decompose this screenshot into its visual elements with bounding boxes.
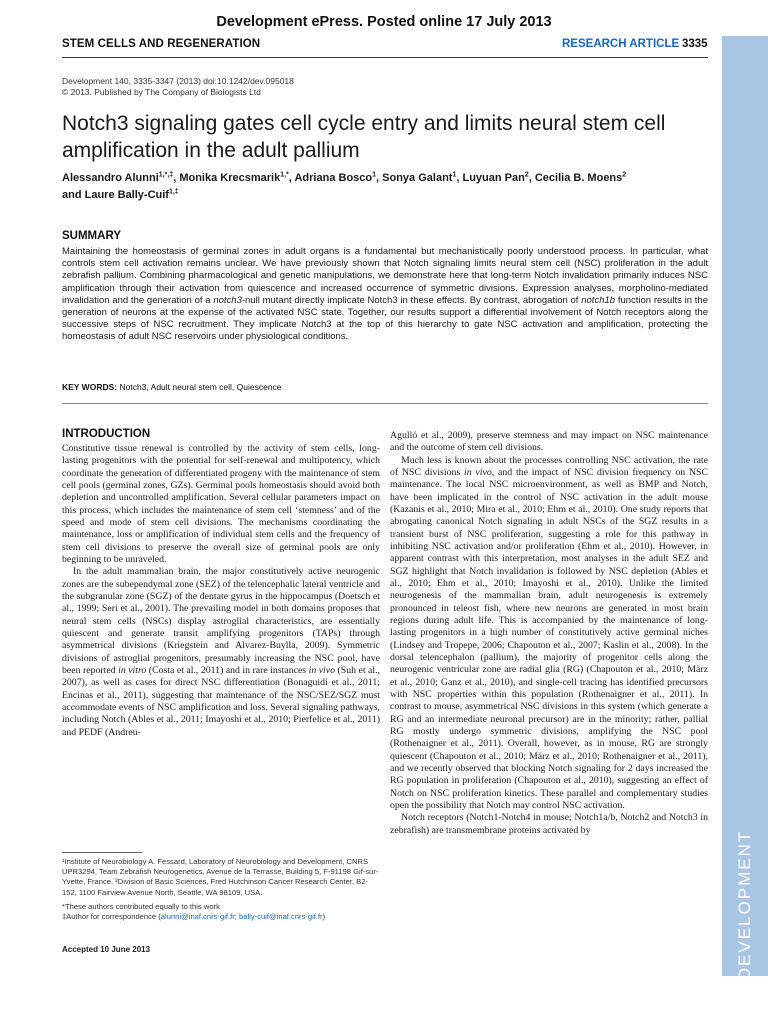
- author-affiliation: 1,*: [280, 171, 289, 179]
- footnotes: [62, 857, 380, 922]
- summary-span: Maintaining the homeostasis of germinal zones in adult organs is a fundamental but mechanistically poorly understood process. In particular, what controls stem cell activation remains unclear. We have previously shown that Notch signaling limits neural stem cell (NSC) proliferation in the adult zebrafish pallium. Combining pharmacological and genetic manipulations, we demonstrate here that long-term Notch invalidation primarily induces NSC amplification through their activation from quiescence and increased occurrence of symmetric divisions. Expression analyses, morpholino-mediated invalidation and the generation of a: [62, 246, 708, 306]
- copyright-line: © 2013. Published by The Company of Biologists Ltd: [62, 87, 261, 97]
- citation-block: [62, 76, 702, 98]
- author-affiliation: 1,‡: [168, 188, 179, 196]
- author-separator: ,: [528, 172, 535, 184]
- paragraph: [62, 566, 380, 739]
- body-column-right: [390, 430, 708, 837]
- article-title: Notch3 signaling gates cell cycle entry and limits neural stem cell amplification in the adult pallium: [62, 112, 666, 162]
- correspondence-label: ‡Author for correspondence (: [62, 912, 161, 922]
- keywords: [62, 382, 282, 392]
- author-affiliation: 1,*,‡: [158, 171, 174, 179]
- sidebar-label: DEVELOPMENT: [735, 829, 754, 981]
- body-column-left: [62, 443, 380, 739]
- author-name: Cecilia B. Moens: [534, 172, 623, 184]
- summary-heading: SUMMARY: [62, 230, 121, 242]
- accepted-date: Accepted 10 June 2013: [62, 945, 151, 954]
- italic-term: in vivo: [308, 664, 336, 676]
- affiliations-footnote: ¹Institute of Neurobiology A. Fessard, Laboratory of Neurobiology and Development, CNRS UPR3294, Team Zebrafish Neurogenetics, Avenue de la Terrasse, Building 5, F-91198 Gif-sur-Yvette, France. ²Division of Basic Sciences, Fred Hutchinson Cancer Research Center, B2-152, 1100 Fairview Avenue North, Seattle, WA 98109, USA.: [62, 857, 379, 897]
- author-separator: ,: [173, 172, 180, 184]
- italic-term: in vitro: [118, 664, 147, 676]
- paragraph: Agulló et al., 2009), preserve stemness and may impact on NSC maintenance and the outcome of stem cell divisions.: [390, 430, 708, 454]
- author-name: Monika Krecsmarik: [179, 172, 281, 184]
- paragraph: Notch receptors (Notch1-Notch4 in mouse; Notch1a/b, Notch2 and Notch3 in zebrafish) are transmembrane proteins activated by: [390, 812, 708, 836]
- text-span: In the adult mammalian brain, the major constitutively active neurogenic zones are the subependymal zone (SEZ) of the telencephalic lateral ventricle and the subgranular zone (SGZ) of the dentate gyrus in the hippocampus (Doetsch et al., 1999; Seri et al., 2001). The prevailing model in both domains proposes that neural stem cells (NSCs) display astroglial characteristics, are essentially quiescent and generate transit amplifying progenitors (TAPs) through asymmetrical divisions (Kriegstein and Alvarez-Buylla, 2009). Symmetric divisions of astroglial progenitors, presumably increasing the NSC pool, have been reported: [62, 566, 380, 676]
- author-name: and Laure Bally-Cuif: [62, 189, 169, 201]
- text-span: (Suh et al., 2007), as well as cases for direct NSC differentiation (Bonaguidi et al., 2011; Encinas et al., 2011), suggesting that maintenance of the NSC/SEZ/SGZ must accommodate events of NSC amplification and loss. Several signaling pathways, including Notch (Ables et al., 2011; Imayoshi et al., 2010; Pierfelice et al., 2011) and PEDF (Andreu-: [62, 664, 380, 738]
- author-name: Luyuan Pan: [462, 172, 525, 184]
- author-separator: ,: [376, 172, 383, 184]
- page-number: 3335: [682, 38, 708, 50]
- correspondence-end: ): [322, 912, 326, 922]
- author-name: Adriana Bosco: [294, 172, 373, 184]
- summary-span: -null mutant directly implicate Notch3 in these effects. By contrast, abrogation of: [241, 294, 582, 306]
- author-affiliation: 2: [622, 171, 627, 179]
- keywords-rule: [62, 403, 708, 404]
- summary-span: function results in the generation of neurons at the expense of the activated NSC state. Together, our results support a differential involvement of Notch receptors along the successive steps of NSC recruitment. They implicate Notch3 at the top of this hierarchy to gate NSC activation and amplification, protecting the homeostasis of adult NSC reservoirs under physiological conditions.: [62, 294, 708, 343]
- paragraph: Constitutive tissue renewal is controlled by the activity of stem cells, long-lasting progenitors with the potential for self-renewal and multipotency, which coordinate the generation of differentiated progeny with the maintenance of stem cell pools (germinal zones, GZs). Germinal pools homeostasis should avoid both depletion and uncontrolled amplification. Several cellular parameters impact on this process, which includes the maintenance of stem cell ‘stemness’ and of the speed and mode of stem cell divisions. The mechanisms coordinating the maintenance, loss or amplification of individual stem cells and the frequency of stem cell divisions to preserve the overall size of germinal pools are only beginning to be unraveled.: [62, 443, 380, 565]
- correspondence-note: [62, 912, 380, 922]
- gene-name: notch1b: [581, 294, 616, 306]
- author-affiliation: 1: [372, 171, 377, 179]
- article-type: RESEARCH ARTICLE: [562, 38, 680, 50]
- text-span: Much less is known about the processes controlling NSC activation, the rate of NSC divisions: [390, 454, 708, 478]
- citation-line: Development 140, 3335-3347 (2013) doi:10.1242/dev.095018: [62, 76, 294, 86]
- author-separator: ,: [288, 172, 295, 184]
- author-list: [62, 170, 712, 204]
- correspondence-separator: ;: [234, 912, 239, 922]
- author-name: Alessandro Alunni: [62, 172, 159, 184]
- keywords-text: Notch3, Adult neural stem cell, Quiescence: [117, 382, 282, 392]
- equal-contribution-note: *These authors contributed equally to this work: [62, 901, 220, 911]
- keywords-label: KEY WORDS:: [62, 382, 118, 392]
- text-span: , and the impact of NSC division frequency on NSC maintenance. The local NSC microenvironment, as well as BMP and Notch, have been implicated in the control of NSC activation in the adult mouse (Kazanis et al., 2010; Mira et al., 2010; Ehm et al., 2010). One study reports that abrogating canonical Notch signaling in adult NSCs of the SGZ results in a transient burst of NSC proliferation, suggesting a role for this pathway in inhibiting NSC activation and/or proliferation (Ehm et al., 2010). However, in apparent contrast with this interpretation, most analyses in the adult SEZ and SGZ highlight that Notch invalidation is followed by NSC depletion (Ables et al., 2010; Ehm et al., 2010; Imayoshi et al., 2010). Unlike the limited neurogenesis of the mammalian brain, adult neurogenesis is extremely pronounced in teleost fish, where new neurons are generated in most brain regions during adult life. This is accompanied by the maintenance of long-lasting progenitors in a high number of constitutively active germinal niches (Lindsey and Tropepe, 2006; Chapouton et al., 2007; Kaslin et al., 2008). In the dorsal telencephalon (pallium), the majority of progenitor cells along the neurogenic ventricular zone are radial glia (RG) (Chapouton et al., 2010; März et al., 2010; Ganz et al., 2010), and single-cell tracing has identified precursors with NSC properties within this population (Rothenaigner et al., 2011). In contrast to mouse, asymmetrical NSC divisions in this system (which generate a RG and an intermediate neuronal precursor) are in the minority; rather, pallial RG mostly undergo symmetric divisions, amplifying the NSC pool (Rothenaigner et al., 2011). Overall, however, as in mouse, RG are strongly quiescent (Chapouton et al., 2010; März et al., 2010; Rothenaigner et al., 2011), and we recently observed that blocking Notch signaling for 2 days increased the RG population in proliferation (Chapouton et al., 2010), suggesting an effect of Notch on NSC proliferation kinetics. These parallel and complementary studies open the possibility that Notch may control NSC activation.: [390, 466, 709, 811]
- footnote-rule: [62, 852, 142, 853]
- introduction-heading: INTRODUCTION: [62, 428, 151, 440]
- email-link[interactable]: alunni@inaf.cnrs-gif.fr: [160, 912, 235, 922]
- journal-section: STEM CELLS AND REGENERATION: [62, 38, 261, 50]
- summary-text: [62, 246, 708, 344]
- text-span: (Costa et al., 2011) and in rare instances: [146, 664, 309, 676]
- paragraph: [390, 455, 708, 813]
- email-link[interactable]: bally-cuif@inaf.cnrs-gif.fr: [239, 912, 323, 922]
- gene-name: notch3: [213, 294, 242, 306]
- author-affiliation: 2: [524, 171, 529, 179]
- header-rule: [62, 57, 708, 58]
- author-name: Sonya Galant: [382, 172, 453, 184]
- epress-banner: Development ePress. Posted online 17 July 2013: [216, 14, 552, 30]
- author-separator: ,: [456, 172, 463, 184]
- italic-term: in vivo: [464, 466, 492, 478]
- author-affiliation: 1: [452, 171, 457, 179]
